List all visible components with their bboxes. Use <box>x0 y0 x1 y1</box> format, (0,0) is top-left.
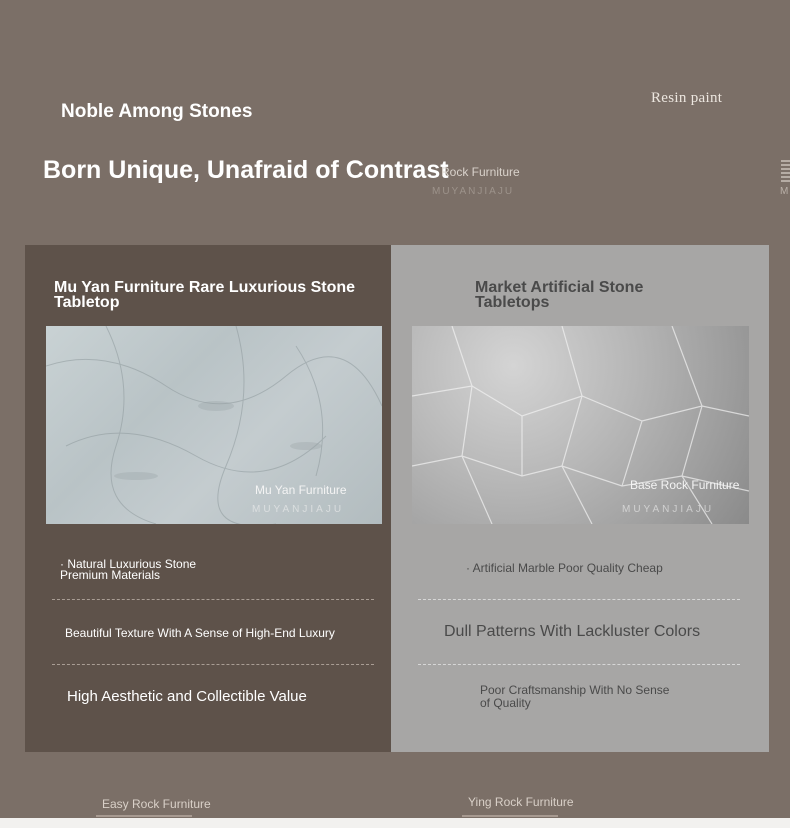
artificial-stone-image <box>412 326 749 524</box>
left-panel-heading: Mu Yan Furniture Rare Luxurious Stone Tabletop <box>54 279 356 311</box>
left-point-2: Beautiful Texture With A Sense of High-End Luxury <box>65 626 335 640</box>
divider <box>52 664 374 665</box>
brand-label: Rock Furniture <box>441 165 520 179</box>
right-point-2: Dull Patterns With Lackluster Colors <box>444 623 701 640</box>
left-point-1-line1: · Natural Luxurious Stone <box>60 557 197 571</box>
right-point-1: · Artificial Marble Poor Quality Cheap <box>466 561 663 575</box>
image-watermark: Mu Yan Furniture <box>255 483 347 497</box>
divider <box>52 599 374 600</box>
left-point-3: High Aesthetic and Collectible Value <box>67 688 307 705</box>
bottom-rule-right <box>462 815 558 817</box>
footer-strip <box>0 818 790 828</box>
right-point-3 <box>480 684 669 710</box>
left-point-1-line2: Premium Materials <box>60 568 161 582</box>
resin-paint-label: Resin paint <box>651 90 723 106</box>
right-point-3-line2: of Quality <box>480 696 531 710</box>
edge-logo-icon <box>781 160 790 182</box>
edge-text: M <box>780 186 789 197</box>
divider <box>418 664 740 665</box>
page-title: Born Unique, Unafraid of Contrast <box>43 156 449 184</box>
image-watermark-latin: MUYANJIAJU <box>622 504 715 515</box>
right-panel-heading: Market Artificial Stone Tabletops <box>475 279 644 311</box>
right-point-3-line1: Poor Craftsmanship With No Sense <box>480 683 670 697</box>
bottom-rule-left <box>96 815 192 817</box>
eyebrow-title: Noble Among Stones <box>61 101 253 122</box>
image-watermark: Base Rock Furniture <box>630 478 740 492</box>
divider <box>418 599 740 600</box>
image-watermark-latin: MUYANJIAJU <box>252 504 345 515</box>
bottom-brand-left: Easy Rock Furniture <box>102 797 211 811</box>
bottom-brand-right: Ying Rock Furniture <box>468 795 574 809</box>
left-point-1 <box>60 559 196 581</box>
crackle-pattern-icon <box>412 326 749 524</box>
natural-stone-image <box>46 326 382 524</box>
brand-watermark: MUYANJIAJU <box>432 186 515 197</box>
